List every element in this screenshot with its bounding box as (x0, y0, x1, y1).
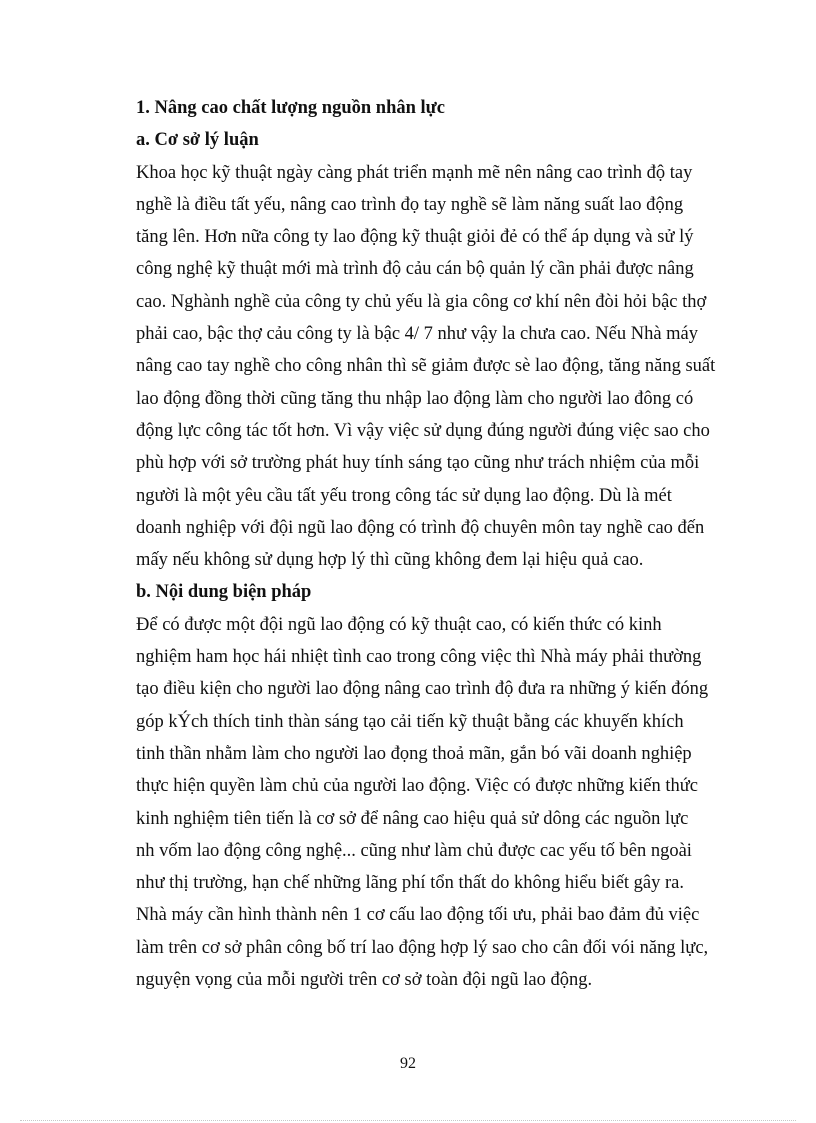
paragraph-b (136, 609, 746, 997)
text-line: doanh nghiệp với đội ngũ lao động có trình độ chuyên môn tay nghề cao đến (136, 517, 705, 538)
text-line: nâng cao tay nghề cho công nhân thì sẽ giảm được sè lao động, tăng năng suất (136, 356, 716, 377)
text-line: lao động đồng thời cũng tăng thu nhập lao động làm cho người lao đông có (136, 388, 694, 409)
text-line: công nghệ kỹ thuật mới mà trình độ cảu cán bộ quản lý cần phải được nâng (136, 259, 694, 280)
text-line: nghiệm ham học hái nhiệt tình cao trong công việc thì Nhà máy phải thường (136, 647, 702, 668)
subsection-a-title: a. Cơ sở lý luận (136, 130, 259, 151)
text-line: phù hợp với sở trường phát huy tính sáng tạo cũng như trách nhiệm của mỗi (136, 453, 700, 474)
document-body (136, 92, 746, 996)
text-line: kinh nghiệm tiên tiến là cơ sở để nâng cao hiệu quả sử dông các nguồn lực (136, 808, 689, 829)
text-line: như thị trường, hạn chế những lãng phí tổn thất do không hiểu biết gây ra. (136, 873, 684, 894)
section-title: 1. Nâng cao chất lượng nguồn nhân lực (136, 98, 445, 118)
text-line: nh vốm lao động công nghệ... cũng như làm chủ được cac yếu tố bên ngoài (136, 840, 692, 861)
text-line: động lực công tác tốt hơn. Vì vậy việc sử dụng đúng người đúng việc sao cho (136, 420, 710, 441)
text-line: làm trên cơ sở phân công bố trí lao động hợp lý sao cho cân đối vói năng lực, (136, 937, 709, 958)
page-bottom-divider (20, 1120, 796, 1121)
text-line: tinh thần nhằm làm cho người lao đọng thoả mãn, gắn bó vãi doanh nghiệp (136, 743, 692, 764)
text-line: mấy nếu không sử dụng hợp lý thì cũng không đem lại hiệu quả cao. (136, 550, 644, 571)
text-line: nghề là điều tất yếu, nâng cao trình đọ tay nghề sẽ làm năng suất lao động (136, 194, 684, 215)
text-line: Để có được một đội ngũ lao động có kỹ thuật cao, có kiến thức có kinh (136, 614, 662, 635)
subsection-b-title: b. Nội dung biện pháp (136, 582, 312, 603)
text-line: phải cao, bậc thợ cảu công ty là bậc 4/ 7 như vậy la chưa cao. Nếu Nhà máy (136, 324, 699, 345)
text-line: tăng lên. Hơn nữa công ty lao động kỹ thuật giỏi đẻ có thể áp dụng và sử lý (136, 227, 694, 248)
text-line: Nhà máy cần hình thành nên 1 cơ cấu lao động tối ưu, phải bao đảm đủ việc (136, 905, 700, 926)
text-line: thực hiện quyền làm chủ của người lao động. Việc có được những kiến thức (136, 776, 698, 797)
paragraph-a (136, 157, 746, 577)
text-line: người là một yêu cầu tất yếu trong công tác sử dụng lao động. Dù là mét (136, 485, 672, 506)
text-line: cao. Nghành nghề của công ty chủ yếu là gia công cơ khí nên đòi hỏi bậc thợ (136, 291, 707, 312)
text-line: nguyện vọng của mỗi người trên cơ sở toàn đội ngũ lao động. (136, 970, 593, 991)
text-line: góp kÝch thích tinh thàn sáng tạo cải tiến kỹ thuật bằng các khuyến khích (136, 711, 684, 732)
page-number: 92 (400, 1055, 416, 1072)
text-line: Khoa học kỹ thuật ngày càng phát triển mạnh mẽ nên nâng cao trình độ tay (136, 162, 693, 183)
text-line: tạo điều kiện cho người lao động nâng cao trình độ đưa ra những ý kiến đóng (136, 679, 709, 700)
